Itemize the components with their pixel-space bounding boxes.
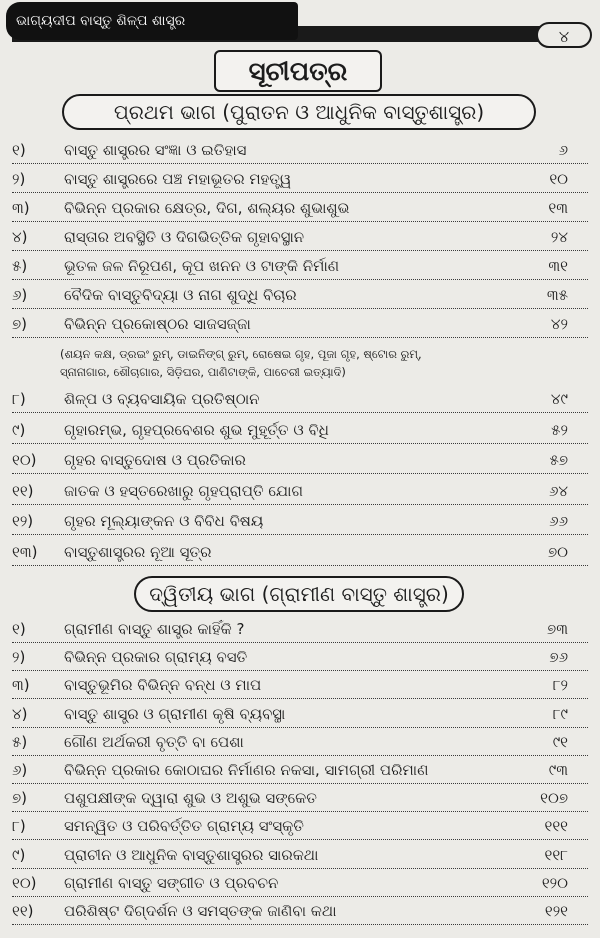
entry-title: ଗୌଣ ଅର୍ଥକରୀ ବୃତ୍ତି ବା ପେଶା xyxy=(64,732,244,751)
entry-title: ବୈଦିକ ବାସ୍ତୁବିଦ୍ୟା ଓ ନାଗ ଶୁଦ୍ଧି ବିଚାର xyxy=(64,286,297,304)
book-title-tab xyxy=(6,2,298,40)
entry-title: ବାସ୍ତୁଶାସ୍ତ୍ରର ନୂଆ ସୂତ୍ର xyxy=(64,542,212,561)
entry-title: ଗୃହର ମୂଲ୍ୟାଙ୍କନ ଓ ବିବିଧ ବିଷୟ xyxy=(64,512,264,530)
entry-number: ୧୧) xyxy=(12,902,34,920)
toc-entry xyxy=(12,616,588,643)
book-title: ଭାଗ୍ୟଦୀପ ବାସ୍ତୁ ଶିଳ୍ପ ଶାସ୍ତ୍ର xyxy=(16,13,186,29)
entry-page: ୧୧୮ xyxy=(544,845,568,864)
entry-number: ୯) xyxy=(12,845,26,864)
entry-title: ରାସ୍ତାର ଅବସ୍ଥିତି ଓ ଦିଗଭିତ୍ତିକ ଗୃହାବସ୍ଥାନ xyxy=(64,228,305,246)
entry-page: ୪୯ xyxy=(550,390,568,408)
entry-page: ୧୦୭ xyxy=(540,789,568,808)
toc-entry xyxy=(12,870,588,897)
entry7-sub-line-2: ସ୍ନାନାଗାର, ଶୌଚାଗାର, ସିଡ଼ିଘର, ପାଣିଟାଙ୍କି, ପାଚେରୀ ଇତ୍ୟାଦି) xyxy=(60,365,346,379)
entry-number: ୪) xyxy=(12,228,28,246)
entry-number: ୧୨) xyxy=(12,512,34,530)
toc-entry xyxy=(12,757,588,784)
entry-page: ୯୧ xyxy=(552,732,568,751)
toc-entry xyxy=(12,224,588,251)
entry-title: ଶିଳ୍ପ ଓ ବ୍ୟବସାୟିକ ପ୍ରତିଷ୍ଠାନ xyxy=(64,390,260,408)
toc-entry xyxy=(12,447,588,474)
entry-page: ୩୧ xyxy=(548,257,568,275)
entry-page: ୧୨୦ xyxy=(541,873,568,892)
toc-entry xyxy=(12,311,588,338)
entry-number: ୨) xyxy=(12,648,26,667)
entry-page: ୨୪ xyxy=(550,228,568,246)
entry-page: ୫୨ xyxy=(551,420,568,439)
entry-page: ୧୦ xyxy=(549,170,568,188)
toc-entry xyxy=(12,729,588,756)
entry-title: ଗ୍ରାମୀଣ ବାସ୍ତୁ ସଙ୍ଗୀତ ଓ ପ୍ରବଚନ xyxy=(64,873,279,892)
entry-number: ୧୧) xyxy=(12,481,34,500)
entry-number: ୧) xyxy=(12,620,26,638)
entry-title: ବିଭିନ୍ନ ପ୍ରକୋଷ୍ଠର ସାଜସଜ୍ଜା xyxy=(64,315,251,333)
entry-number: ୧୦) xyxy=(12,873,37,892)
toc-entry xyxy=(12,386,588,413)
entry-title: ବିଭିନ୍ନ ପ୍ରକାର କୋଠାଘର ନିର୍ମାଣର ନକସା, ସାମଗ୍ରୀ ପରିମାଣ xyxy=(64,761,429,779)
entry-number: ୭) xyxy=(12,789,28,808)
entry-page: ୧୩ xyxy=(548,199,568,217)
toc-entry xyxy=(12,813,588,840)
entry-page: ୭୩ xyxy=(547,620,568,638)
entry-number: ୨) xyxy=(12,170,26,188)
entry-page: ୭୬ xyxy=(549,648,568,667)
entry-page: ୯୩ xyxy=(548,761,568,779)
entry-number: ୮) xyxy=(12,390,26,408)
part1-heading: ପ୍ରଥମ ଭାଗ (ପୁରାତନ ଓ ଆଧୁନିକ ବାସ୍ତୁଶାସ୍ତ୍ର) xyxy=(62,94,536,130)
toc-entry xyxy=(12,898,588,925)
entry-title: ଗୃହର ବାସ୍ତୁଦୋଷ ଓ ପ୍ରତିକାର xyxy=(64,451,246,469)
toc-entry xyxy=(12,842,588,869)
entry-title: ବିଭିନ୍ନ ପ୍ରକାର କ୍ଷେତ୍ର, ଦିଗ, ଶଲ୍ୟର ଶୁଭାଶୁଭ xyxy=(64,199,350,217)
entry-number: ୩) xyxy=(12,199,30,217)
toc-entry xyxy=(12,539,588,566)
entry-title: ବାସ୍ତୁଭୂମିର ବିଭିନ୍ନ ବନ୍ଧ ଓ ମାପ xyxy=(64,676,262,695)
entry-page: ୩୫ xyxy=(546,286,568,304)
entry-page: ୫୭ xyxy=(549,451,568,469)
entry-page: ୮୨ xyxy=(552,676,568,695)
toc-entry xyxy=(12,644,588,671)
toc-entry xyxy=(12,282,588,309)
toc-entry xyxy=(12,137,588,164)
entry-title: ଗୃହାରମ୍ଭ, ଗୃହପ୍ରବେଶର ଶୁଭ ମୁହୂର୍ତ୍ତ ଓ ବିଧି xyxy=(64,420,329,439)
entry-number: ୧) xyxy=(12,141,26,159)
toc-entry xyxy=(12,166,588,193)
toc-entry xyxy=(12,478,588,505)
entry-title: ସମନ୍ୱିତ ଓ ପରିବର୍ତ୍ତିତ ଗ୍ରାମ୍ୟ ସଂସ୍କୃତି xyxy=(64,817,304,836)
entry-number: ୫) xyxy=(12,257,28,275)
entry-title: ପଶୁପକ୍ଷୀଙ୍କ ଦ୍ୱାରା ଶୁଭ ଓ ଅଶୁଭ ସଙ୍କେତ xyxy=(64,789,317,808)
toc-entry xyxy=(12,253,588,280)
toc-entry xyxy=(12,672,588,699)
entry-page: ୬୪ xyxy=(548,481,568,500)
entry-page: ୬୬ xyxy=(549,512,568,530)
entry-title: ବାସ୍ତୁ ଶାସ୍ତ୍ରରେ ପଞ୍ଚ ମହାଭୂତର ମହତ୍ତ୍ୱ xyxy=(64,170,292,188)
toc-entry xyxy=(12,785,588,812)
entry-page: ୬ xyxy=(558,141,568,159)
entry-number: ୮) xyxy=(12,817,26,836)
entry-page: ୭୦ xyxy=(547,542,568,561)
entry-number: ୧୩) xyxy=(12,542,38,561)
entry-number: ୩) xyxy=(12,676,30,695)
page-number: ୪ xyxy=(536,22,592,48)
toc-entry xyxy=(12,195,588,222)
entry-number: ୭) xyxy=(12,315,28,333)
entry-title: ବିଭିନ୍ନ ପ୍ରକାର ଗ୍ରାମ୍ୟ ବସତି xyxy=(64,648,248,667)
entry-number: ୬) xyxy=(12,761,28,779)
entry-title: ପରିଶିଷ୍ଟ ଦିଗ୍‌ଦର୍ଶନ ଓ ସମସ୍ତଙ୍କ ଜାଣିବା କଥା xyxy=(64,902,337,920)
entry-number: ୬) xyxy=(12,286,28,304)
entry-page: ୧୨୧ xyxy=(544,902,568,920)
part2-heading: ଦ୍ୱିତୀୟ ଭାଗ (ଗ୍ରାମୀଣ ବାସ୍ତୁ ଶାସ୍ତ୍ର) xyxy=(134,576,464,612)
entry7-sub-line-1: (ଶୟନ କକ୍ଷ, ଡ୍ରଇଂ ରୁମ୍, ଡାଇନିଙ୍ଗ୍ ରୁମ୍, ରୋଷେଇ ଗୃହ, ପୂଜା ଗୃହ, ଷ୍ଟୋର ରୁମ୍, xyxy=(60,347,422,361)
toc-entry xyxy=(12,508,588,535)
entry-number: ୪) xyxy=(12,704,28,723)
entry-title: ଗ୍ରାମୀଣ ବାସ୍ତୁ ଶାସ୍ତ୍ର କାହିଁକି ? xyxy=(64,620,245,638)
entry-title: ବାସ୍ତୁ ଶାସ୍ତ୍ରର ସଂଜ୍ଞା ଓ ଇତିହାସ xyxy=(64,141,247,159)
entry-page: ୪୨ xyxy=(550,315,568,333)
toc-entry xyxy=(12,417,588,444)
entry-number: ୫) xyxy=(12,732,28,751)
entry-title: ପ୍ରାଚୀନ ଓ ଆଧୁନିକ ବାସ୍ତୁଶାସ୍ତ୍ରର ସାରକଥା xyxy=(64,845,319,864)
entry-page: ୧୧୧ xyxy=(544,817,568,836)
entry-page: ୮୯ xyxy=(552,704,568,723)
entry-title: ବାସ୍ତୁ ଶାସ୍ତ୍ର ଓ ଗ୍ରାମୀଣ କୃଷି ବ୍ୟବସ୍ଥା xyxy=(64,704,286,723)
entry-title: ଭୂତଳ ଜଳ ନିରୂପଣ, କୂପ ଖନନ ଓ ଟାଙ୍କି ନିର୍ମାଣ xyxy=(64,257,340,275)
entry-title: ଜାତକ ଓ ହସ୍ତରେଖାରୁ ଗୃହପ୍ରାପ୍ତି ଯୋଗ xyxy=(64,481,303,500)
toc-title: ସୂଚୀପତ୍ର xyxy=(214,50,382,92)
entry-number: ୧୦) xyxy=(12,451,37,469)
entry-number: ୯) xyxy=(12,420,26,439)
toc-entry xyxy=(12,701,588,728)
